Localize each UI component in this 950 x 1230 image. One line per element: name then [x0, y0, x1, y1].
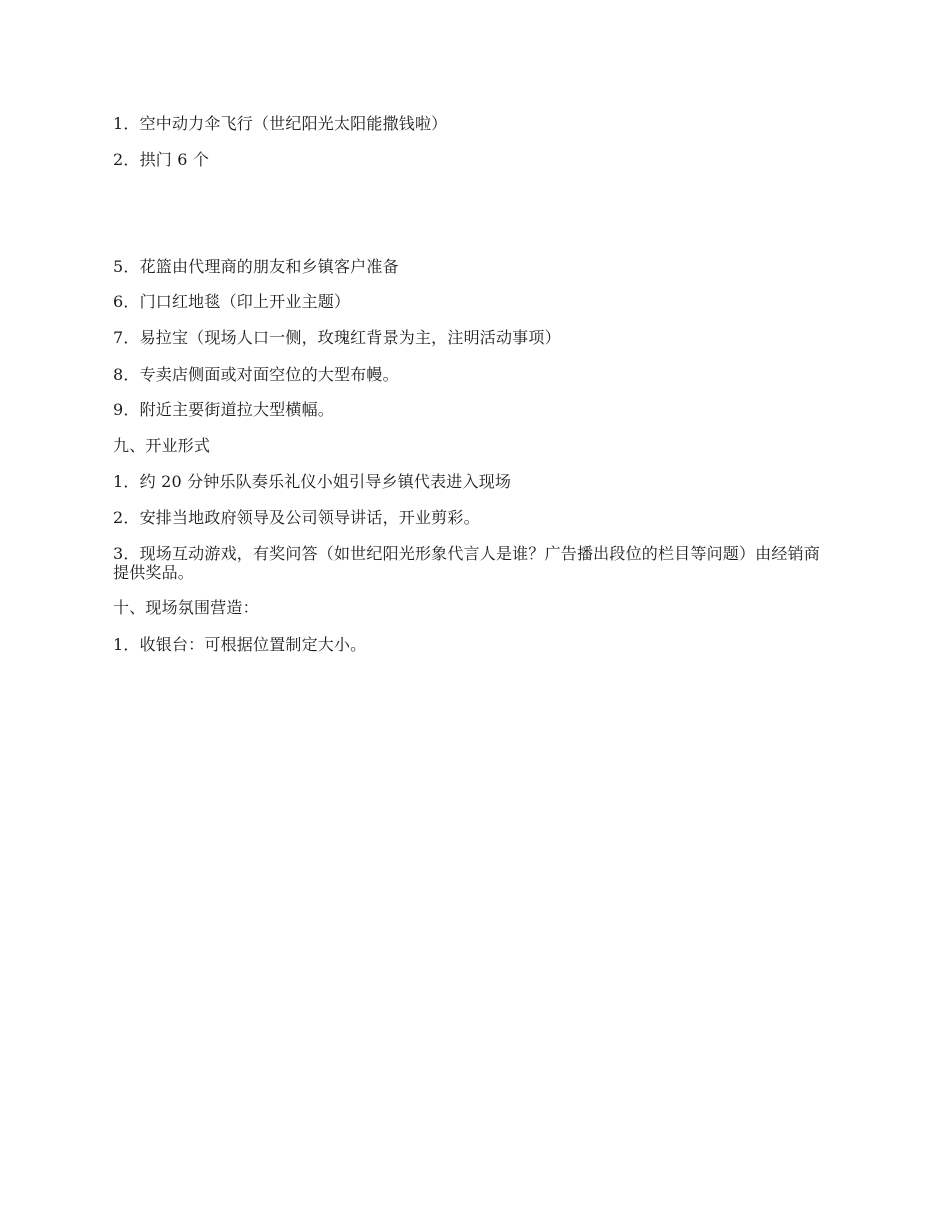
section-heading-opening-format: 九、开业形式 [113, 436, 211, 455]
paragraph-cashier-desk: 1．收银台：可根据位置制定大小。 [113, 635, 367, 654]
paragraph-red-carpet: 6．门口红地毯（印上开业主题） [113, 292, 351, 311]
paragraph-speeches-ribbon: 2．安排当地政府领导及公司领导讲话，开业剪彩。 [113, 508, 480, 527]
section-heading-atmosphere: 十、现场氛围营造： [113, 598, 259, 617]
paragraph-flower-baskets: 5．花篮由代理商的朋友和乡镇客户准备 [113, 257, 399, 276]
paragraph-roll-up-banner: 7．易拉宝（现场人口一侧，玫瑰红背景为主，注明活动事项） [113, 328, 561, 347]
paragraph-paraglider-flight: 1．空中动力伞飞行（世纪阳光太阳能撒钱啦） [113, 114, 448, 133]
paragraph-interactive-games: 3．现场互动游戏，有奖问答（如世纪阳光形象代言人是谁？广告播出段位的栏目等问题）由经销商提供奖品。 [113, 544, 820, 582]
paragraph-band-procession: 1．约 20 分钟乐队奏乐礼仪小姐引导乡镇代表进入现场 [113, 472, 512, 491]
paragraph-large-drape: 8．专卖店侧面或对面空位的大型布幔。 [113, 365, 399, 384]
paragraph-street-banner: 9．附近主要街道拉大型横幅。 [113, 400, 334, 419]
paragraph-arches: 2．拱门 6 个 [113, 150, 210, 169]
